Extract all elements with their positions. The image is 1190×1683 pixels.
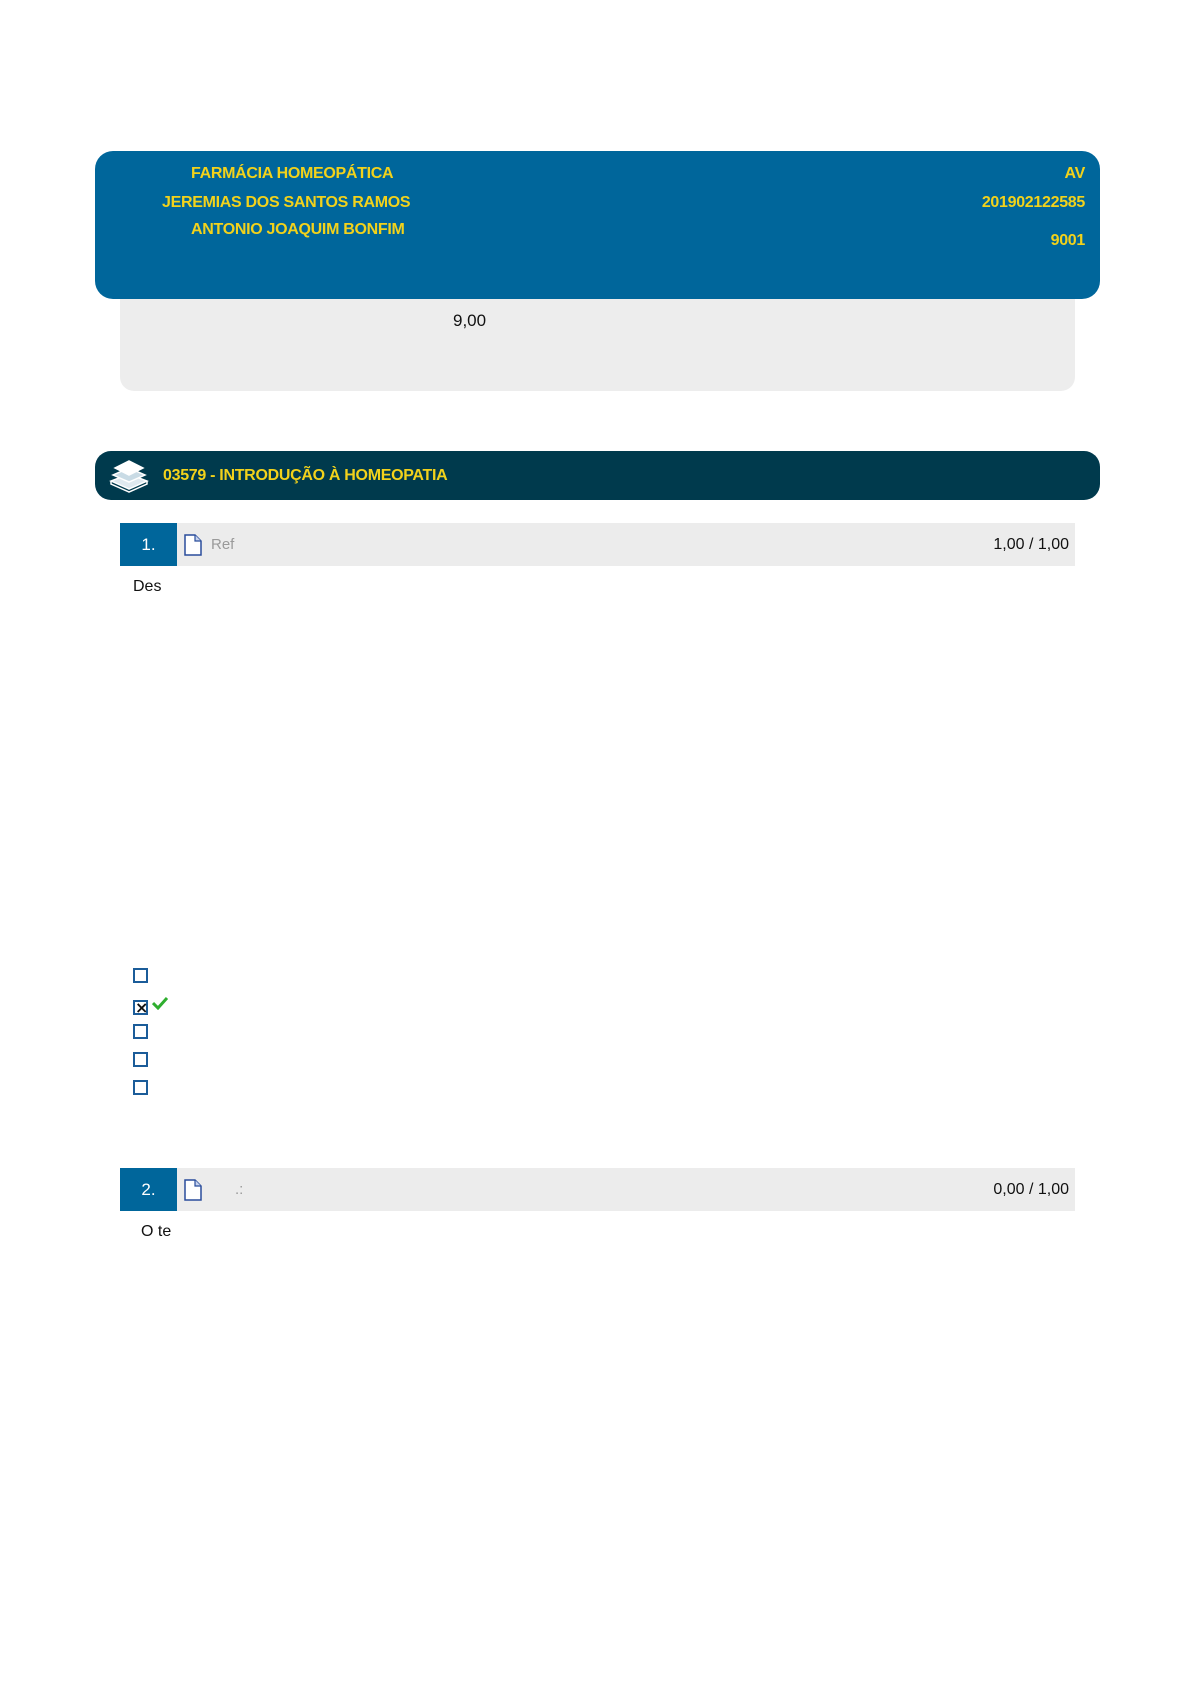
option-checkbox-1[interactable] bbox=[133, 968, 148, 983]
question-score: 0,00 / 1,00 bbox=[993, 1181, 1069, 1198]
question-header-1 bbox=[120, 523, 1075, 566]
grade-value: 9,00 bbox=[453, 311, 487, 330]
option-checkbox-4[interactable] bbox=[133, 1052, 148, 1067]
grade-summary-panel bbox=[120, 299, 1075, 391]
exam-header bbox=[95, 151, 1100, 299]
class-code: 9001 bbox=[1050, 232, 1085, 249]
books-icon bbox=[107, 457, 151, 498]
question-text: Des bbox=[133, 578, 162, 595]
discipline-title: 03579 - INTRODUÇÃO À HOMEOPATIA bbox=[163, 467, 448, 484]
document-icon[interactable] bbox=[183, 1179, 203, 1206]
option-checkbox-5[interactable] bbox=[133, 1080, 148, 1095]
question-reference: Ref bbox=[211, 536, 235, 553]
question-reference: .: bbox=[235, 1181, 244, 1198]
document-icon[interactable] bbox=[183, 534, 203, 561]
question-number: 1. bbox=[120, 523, 177, 566]
teacher-name: ANTONIO JOAQUIM BONFIM bbox=[191, 221, 405, 238]
student-id: 201902122585 bbox=[981, 194, 1085, 211]
option-checkbox-2[interactable] bbox=[133, 1000, 148, 1015]
discipline-bar bbox=[95, 451, 1100, 500]
correct-check-icon bbox=[152, 996, 168, 1015]
question-header-2 bbox=[120, 1168, 1075, 1211]
question-text: O te bbox=[141, 1223, 172, 1240]
student-name: JEREMIAS DOS SANTOS RAMOS bbox=[162, 194, 411, 211]
exam-type: AV bbox=[1064, 165, 1085, 182]
course-name: FARMÁCIA HOMEOPÁTICA bbox=[191, 165, 394, 182]
option-checkbox-3[interactable] bbox=[133, 1024, 148, 1039]
question-score: 1,00 / 1,00 bbox=[993, 536, 1069, 553]
question-number: 2. bbox=[120, 1168, 177, 1211]
